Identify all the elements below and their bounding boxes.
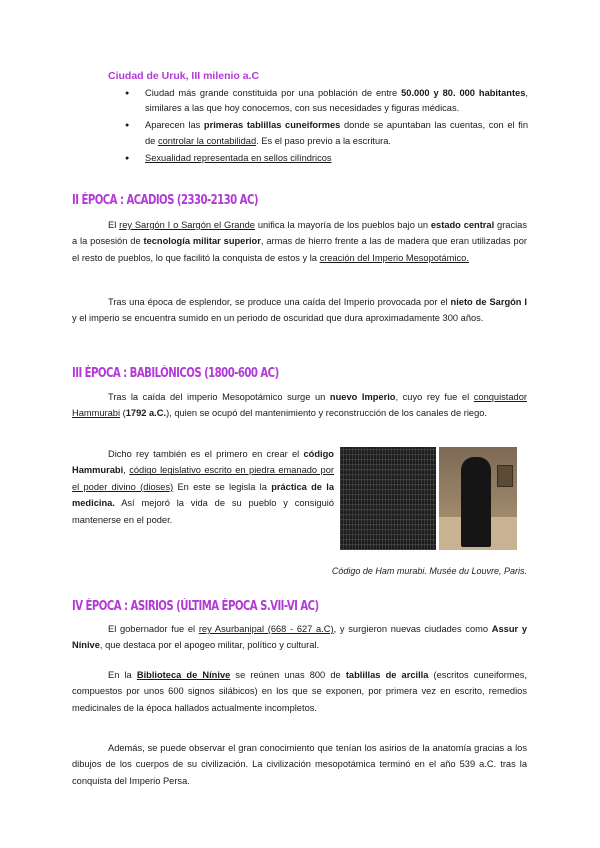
section-heading-asirios: IV ÉPOCA : ASIRIOS (ÚLTIMA ÉPOCA S.VII-VI AC) [72, 599, 319, 614]
list-item: ● Sexualidad representada en sellos cilíndricos [118, 151, 528, 166]
hammurabi-code-images [340, 447, 517, 550]
section-heading-acadios: II ÉPOCA : ACADIOS (2330-2130 AC) [72, 193, 258, 208]
paragraph-asirios-1: El gobernador fue el rey Asurbanipal (668 - 627 a.C), y surgieron nuevas ciudades como Assur y Nínive, que destaca por el apogeo militar, político y cultural. [72, 624, 528, 651]
paragraph-asirios-2: En la Biblioteca de Nínive se reúnen unas 800 de tablillas de arcilla (escritos cuneiformes, compuestos por unos 600 signos silábicos) en los que se exponen, por primera vez en escrito, remedios medicinales de la época hallados actualmente incompletos. [72, 670, 528, 713]
paragraph-asirios-3: Además, se puede observar el gran conocimiento que tenían los asirios de la anatomía gracias a los dibujos de los cuerpos de su civilización. La civilización mesopotámica terminó en el año 539 a.C. tras la conquista del Imperio Persa. [72, 743, 527, 786]
paragraph-babilonicos-1: Tras la caída del imperio Mesopotámico surge un nuevo Imperio, cuyo rey fue el conquistador Hammurabi (1792 a.C.), quien se ocupó del mantenimiento y reconstrucción de los canales de riego. [72, 392, 527, 419]
list-item: ● Ciudad más grande constituida por una población de entre 50.000 y 80. 000 habitantes, similares a las que hoy conocemos, con sus necesidades y figuras médicas. [118, 86, 528, 116]
stele [461, 457, 491, 547]
wall-painting [497, 465, 513, 487]
uruk-bullet-list [118, 86, 528, 168]
hammurabi-stele-photo [439, 447, 517, 550]
cuneiform-stone-photo [340, 447, 436, 550]
image-caption: Código de Ham murabi. Musée du Louvre, Paris. [331, 566, 527, 576]
list-item: ● Aparecen las primeras tablillas cuneiformes donde se apuntaban las cuentas, con el fin de controlar la contabilidad. Es el paso previo a la escritura. [118, 118, 528, 148]
uruk-subheading: Ciudad de Uruk, III milenio a.C [108, 70, 260, 82]
paragraph-hammurabi: Dicho rey también es el primero en crear el código Hammurabi, código legislativo escrito en piedra emanado por el poder divino (dioses) En este se legisla la práctica de la medicina. Así mejoró la vida de su pueblo y consiguió mantenerse en el poder. [72, 449, 334, 525]
paragraph-acadios-2: Tras una época de esplendor, se produce una caída del Imperio provocada por el nieto de Sargón I y el imperio se encuentra sumido en un periodo de oscuridad que dura aproximadamente 300 años. [72, 297, 527, 324]
section-heading-babilonicos: III ÉPOCA : BABILÓNICOS (1800-600 AC) [72, 366, 279, 381]
paragraph-acadios-1: El rey Sargón I o Sargón el Grande unifica la mayoría de los pueblos bajo un estado central gracias a la posesión de tecnología militar superior, armas de hierro frente a las de madera que eran utilizadas por el resto de pueblos, lo que facilitó la conquista de estos y la creación del Imperio Mesopotámico. [72, 220, 527, 263]
